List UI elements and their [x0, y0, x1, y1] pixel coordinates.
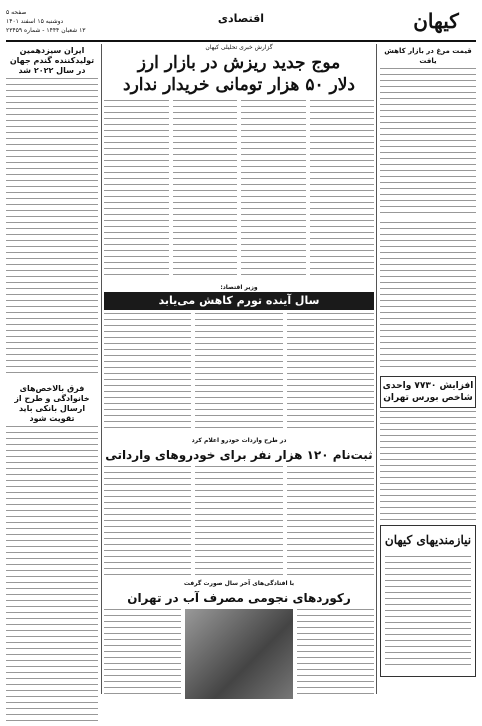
article-body: [173, 100, 238, 280]
article-body: [310, 100, 375, 280]
article-body: [297, 609, 374, 699]
article-body: [104, 466, 191, 576]
article-body: [380, 411, 476, 521]
article-body: [195, 313, 282, 433]
logo-text: کیهان: [413, 9, 459, 33]
section-name: اقتصادی: [217, 12, 265, 25]
cars-kicker: در طرح واردات خودرو اعلام کرد: [191, 437, 287, 444]
lead-body: [104, 100, 374, 280]
newspaper-page: [6, 6, 476, 694]
article-body: [6, 426, 98, 726]
classifieds-box: [380, 525, 476, 677]
masthead: [6, 6, 476, 42]
cars-body: [104, 466, 374, 576]
inflation-body: [104, 313, 374, 433]
article-body: [241, 100, 306, 280]
article-body: [287, 466, 374, 576]
water-kicker: با افتادگی‌های آخر سال صورت گرفت: [183, 580, 295, 587]
water-body: [104, 609, 374, 699]
left-column: [6, 44, 98, 694]
issue-line: ۱۳ شعبان ۱۴۴۴ - شماره ۲۳۴۵۹: [6, 27, 86, 34]
article-body: [195, 466, 282, 576]
lead-title-line1: موج جدید ریزش در بازار ارز: [137, 53, 341, 73]
article-body: [380, 222, 476, 372]
water-headline: رکوردهای نجومی مصرف آب در تهران: [127, 591, 351, 605]
date-line: دوشنبه ۱۵ اسفند ۱۴۰۱: [6, 18, 64, 25]
article-body: [6, 78, 98, 378]
article-body: [380, 68, 476, 218]
classifieds-listing: [385, 556, 471, 666]
article-body: [104, 609, 181, 699]
article-body: [287, 313, 374, 433]
article-body: [104, 100, 169, 280]
cars-headline: ثبت‌نام ۱۲۰ هزار نفر برای خودروهای وارداتی: [105, 448, 373, 462]
main-column: [104, 44, 374, 694]
stock-index-headline: افزایش ۷۷۳۰ واحدی شاخص بورس تهران: [380, 376, 476, 408]
wheat-headline: ایران سیزدهمین تولیدکننده گندم جهان در سال ۲۰۲۲ شد: [9, 46, 95, 75]
right-column: [380, 44, 476, 694]
classifieds-title: نیازمندیهای کیهان: [384, 533, 472, 547]
column-rule: [101, 44, 102, 694]
lead-kicker: گزارش خبری تحلیلی کیهان: [205, 44, 273, 51]
page-number: صفحه ۵: [6, 9, 27, 16]
column-rule: [376, 44, 377, 694]
news-photo: [185, 609, 293, 699]
lead-title-line2: دلار ۵۰ هزار تومانی خریدار ندارد: [123, 75, 355, 95]
inflation-kicker: وزیر اقتصاد:: [220, 284, 258, 291]
date-block: [6, 8, 86, 35]
inflation-headline: سال آینده تورم کاهش می‌یابد: [104, 292, 374, 310]
article-body: [104, 313, 191, 433]
family-headline: فرق بالاخص‌های خانوادگی و طرح از ارسال بانکی باید تقویت شود: [14, 384, 90, 423]
chicken-price-headline: قیمت مرغ در بازار کاهش یافت: [384, 47, 472, 65]
